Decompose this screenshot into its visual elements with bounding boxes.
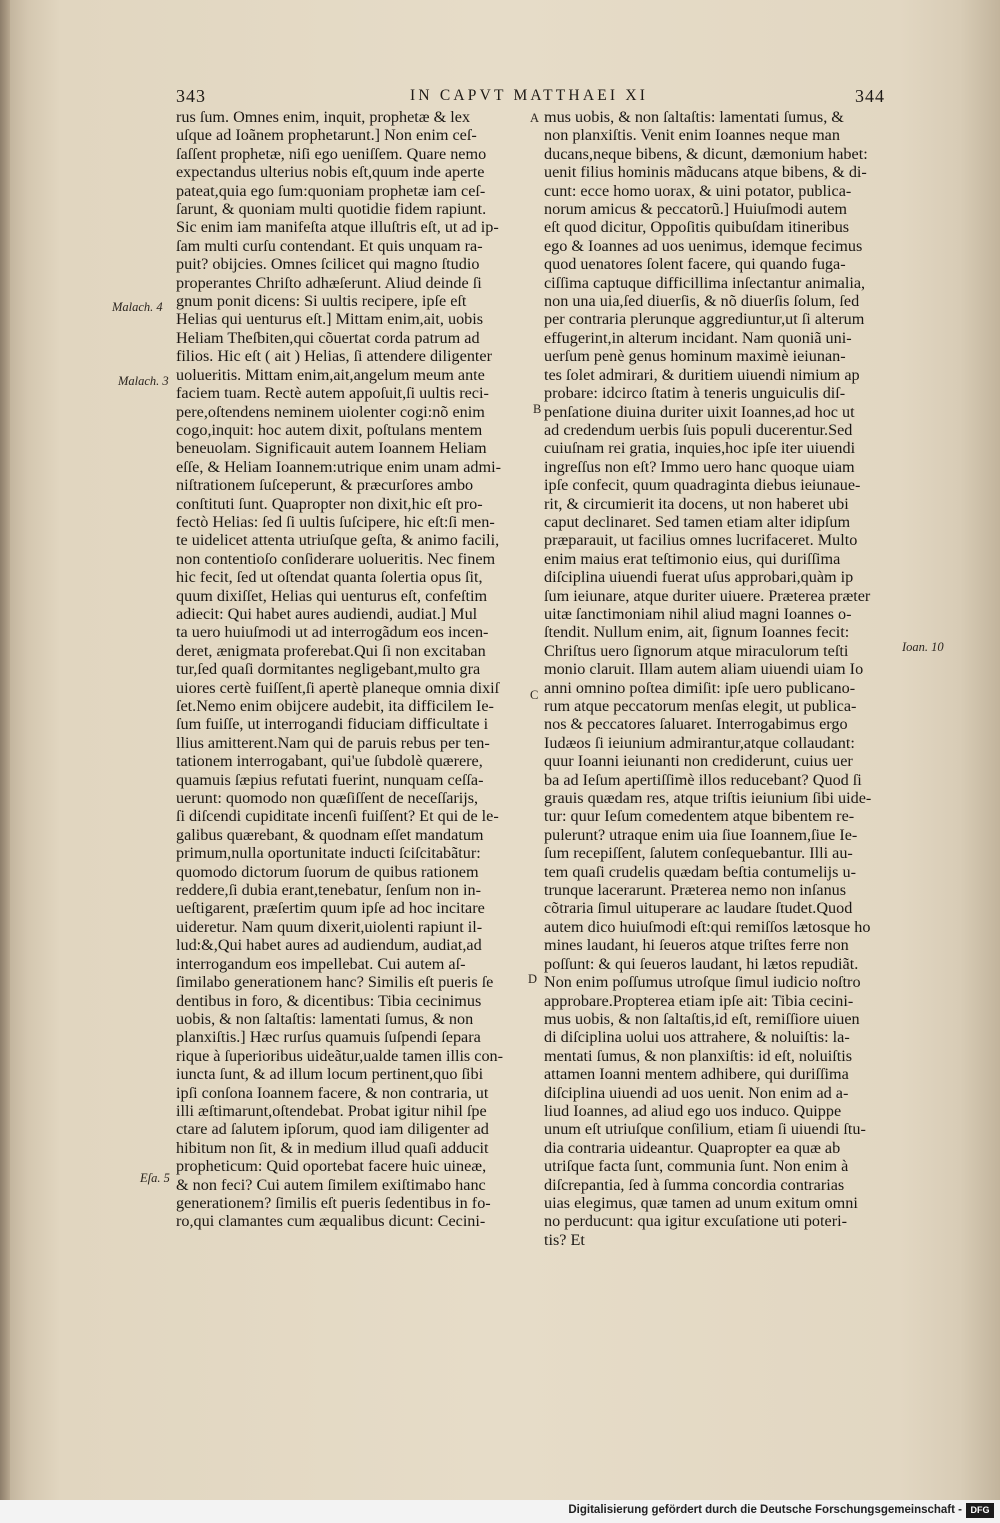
left-column-line: cogo,inquit: hoc autem dixit, poſtulans mentem (176, 420, 483, 439)
section-letter-a: A (530, 111, 540, 125)
left-column-line: non contentioſo conſiderare uolueritis. Nec finem (176, 549, 496, 568)
right-column-line: enim maius erat teſtimonio eius, qui duriſſima (544, 549, 841, 568)
right-column-line: ipſe confecit, quum quadraginta diebus ieiunaue- (544, 476, 861, 495)
right-column-line: præparauit, ut facilius omnes lucrifaceret. Multo (544, 531, 858, 550)
left-column-line: rus ſum. Omnes enim, inquit, prophetæ & lex (176, 108, 471, 126)
left-column-line: ta uero huiuſmodi ut ad interrogãdum eos incen- (176, 623, 489, 642)
right-column-line: attamen Ioanni mentem adhibere, qui duriſſima (544, 1065, 849, 1084)
left-column-line: pateat,quia ego ſum:quoniam prophetæ iam ceſ- (176, 181, 486, 200)
right-column-line: tis? Et (544, 1230, 585, 1249)
left-column-line: faciem tuam. Rectè autem appoſuit,ſi uultis reci- (176, 384, 489, 403)
running-title: IN CAPVT MATTHAEI XI (410, 87, 649, 104)
right-column-line: norum amicus & peccatorũ.] Huiuſmodi autem (544, 200, 847, 219)
left-column-line: primum,nulla oportunitate inducti ſciſcitabãtur: (176, 844, 481, 863)
right-column-line: pulerunt? utraque enim uia ſiue Ioannem,ſiue Ie- (544, 825, 858, 844)
left-column-line: quum dixiſſet, Helias qui uenturus eſt, confeſtim (176, 586, 488, 605)
left-column-line: uerunt: quomodo non quæſiſſent de neceſſarijs, (176, 789, 479, 808)
left-column-line: uſque ad Ioãnem prophetarunt.] Non enim ceſ- (176, 126, 477, 145)
right-column-line: Chriſtus uero ſignorum atque miraculorum teſti (544, 641, 849, 660)
left-column-line: uideretur. Nam quum dixerit,uiolenti rapiunt il- (176, 917, 483, 936)
left-column-line: lud:&,Qui habet aures ad audiendum, audiat,ad (176, 936, 482, 955)
funding-note: Digitalisierung gefördert durch die Deutsche Forschungsgemeinschaft - (568, 1504, 962, 1516)
left-column-line: quomodo dictorum ſuorum de quibus rationem (176, 862, 479, 881)
left-column-line: niſtrationem ſuſceperunt, & præcurſores ambo (176, 476, 474, 495)
right-column-line: Non enim poſſumus utroſque ſimul iudicio noſtro (544, 973, 861, 992)
right-column-line: mus uobis, & non ſaltaſtis,id eſt, remiſſiore uiuen (544, 1009, 860, 1028)
right-column-line: rit, & circumierit ita docens, ut non haberet ubi (544, 494, 849, 513)
margin-note-malach-4: Malach. 4 (112, 300, 163, 314)
section-letter-c: C (530, 688, 539, 702)
right-column-line: ſum recepiſſent, ſalutem conſequebantur. Illi au- (544, 844, 853, 863)
right-column-line: mentati ſumus, & non planxiſtis: id eſt, noluiſtis (544, 1046, 853, 1065)
margin-note-malach-3: Malach. 3 (118, 374, 169, 388)
text-column-left (176, 108, 528, 1231)
left-column-line: expectandus ulterius nobis eſt,quum inde aperte (176, 163, 485, 182)
running-header (170, 86, 900, 110)
left-column-line: puit? obijcies. Omnes ſcilicet qui magno ſtudio (176, 255, 480, 274)
right-column-line: uias elegimus, quæ tamen ad unum exitum omni (544, 1193, 858, 1212)
right-column-line: uerſum penè genus hominum maximè ieiunan- (544, 347, 846, 366)
margin-note-ioan-10: Ioan. 10 (902, 640, 944, 654)
margin-note-esa-5: Eſa. 5 (140, 1171, 170, 1185)
left-column-line: Sic enim iam manifeſta atque illuſtris eſt, ut ad ip- (176, 218, 499, 237)
left-column-line: conſtituti ſunt. Quapropter non dixit,hic eſt pro- (176, 494, 483, 513)
page-binding-edge (0, 0, 10, 1523)
right-column-line: tur: quur Ieſum comedentem atque bibentem re- (544, 807, 855, 826)
right-column-line: unum eſt utriuſque conſilium, etiam ſi uiuendi ſtu- (544, 1120, 866, 1139)
left-column-line: tur,ſed quaſi dormitantes negligebant,multo gra (176, 660, 481, 679)
right-column-line: dia contraria uideantur. Quapropter ea quæ ab (544, 1138, 841, 1157)
left-column-line: llius amitterent.Nam qui de paruis rebus per ten- (176, 733, 490, 752)
right-column-line: non una uia,ſed diuerſis, & nõ diuerſis ſolum, ſed (544, 292, 860, 311)
digitization-footer (0, 1500, 1000, 1523)
left-column-line: Heliam Theſbiten,qui cõuertat corda patrum ad (176, 328, 480, 347)
text-column-right (544, 108, 898, 1249)
dfg-logo: DFG (966, 1503, 994, 1518)
left-column-line: ſimilabo generationem hanc? Similis eſt pueris ſe (176, 973, 494, 992)
left-column-line: ipſi conſona Ioannem facere, & non contraria, ut (176, 1083, 489, 1102)
right-column-line: cuiuſnam rei gratia, inquies,hoc ipſe iter uiuendi (544, 439, 856, 458)
right-column-line: tes ſolet admirari, & duritiem uiuendi nimium ap (544, 365, 860, 384)
right-column-line: di diſciplina uolui uos attrahere, & noluiſtis: la- (544, 1028, 850, 1047)
right-column-line: nos & peccatores ſaluaret. Interrogabimus ergo (544, 715, 848, 734)
right-column-line: approbare.Propterea etiam ipſe ait: Tibia cecini- (544, 991, 854, 1010)
right-column-line: non planxiſtis. Venit enim Ioannes neque man (544, 126, 840, 145)
right-column-line: mus uobis, & non ſaltaſtis: lamentati ſumus, & (544, 108, 844, 126)
left-column-line: eſſe, & Heliam Ioannem:utrique enim unam admi- (176, 457, 501, 476)
left-column-line: uobis, & non ſaltaſtis: lamentati ſumus, & non (176, 1009, 474, 1028)
left-column-line: rique à ſuperioribus uideãtur,ualde tamen illis con- (176, 1046, 504, 1065)
left-column-line: dentibus in foro, & dicentibus: Tibia cecinimus (176, 991, 482, 1010)
right-column-line: Iudæos ſi ieiunium admirantur,atque collaudant: (544, 733, 855, 752)
right-column-line: uenit filius hominis mãducans atque bibens, & di- (544, 163, 867, 182)
left-column-line: filios. Hic eſt ( ait ) Helias, ſi attendere diligenter (176, 347, 492, 366)
left-column-line: Helias qui uenturus eſt.] Mittam enim,ait, uobis (176, 310, 484, 329)
right-column-line: ducans,neque bibens, & dicunt, dæmonium habet: (544, 144, 868, 163)
left-column-line: & non feci? Cui autem ſimilem exiſtimabo hanc (176, 1175, 486, 1194)
left-column-line: hic fecit, ſed ut oſtendat quanta ſolertia opus ſit, (176, 568, 483, 587)
section-letter-b: B (533, 402, 542, 416)
left-column-line: ro,qui clamantes cum æqualibus dicunt: Cecini- (176, 1212, 486, 1231)
left-column-line: quamuis ſæpius refutati fuerint, nunquam ceſſa- (176, 770, 484, 789)
left-column-line: iuncta ſunt, & ad illum locum pertinent,quo ſibi (176, 1065, 484, 1084)
left-column-line: adiecit: Qui habet aures audiendi, audiat.] Mul (176, 604, 478, 623)
right-column-line: ego & Ioannes ad uos uenimus, idemque fecimus (544, 236, 863, 255)
left-column-line: hibitum non ſit, & in medium illud quaſi adducit (176, 1138, 489, 1157)
right-column-line: probare: idcirco ſtatim à teneris unguiculis diſ- (544, 384, 846, 403)
right-column-line: penſatione diuina duriter uixit Ioannes,ad hoc ut (544, 402, 855, 421)
left-column-line: properantes Chriſto adhæſerunt. Aliud deinde ſi (176, 273, 482, 292)
right-column-line: ba ad Ieſum apertiſſimè illos reducebant? Quod ſi (544, 770, 862, 789)
right-column-line: mines laudant, hi ſeueros atque triſtes ferre non (544, 936, 849, 955)
right-column-line: rum atque peccatorum menſas elegit, ut publica- (544, 697, 857, 715)
left-column-line: planxiſtis.] Hæc rurſus quamuis ſuſpendi ſepara (176, 1028, 481, 1047)
right-column-line: ad credendum uerbis ſuis populi ducerentur.Sed (544, 420, 853, 439)
right-column-line: ſum ieiunare, atque duriter uiuere. Præterea præter (544, 586, 871, 605)
right-column-line: quod uenatores ſolent facere, qui quando fuga- (544, 255, 846, 274)
right-column-line: autem dico huiuſmodi eſt:qui remiſſos lætosque ho (544, 917, 871, 936)
right-column-line: eſt quod dicitur, Oppoſitis quibuſdam itineribus (544, 218, 850, 237)
page-number-right: 344 (855, 86, 885, 106)
left-column-line: ſi diſcendi cupiditate incenſi fuiſſent? Et qui de le- (176, 807, 499, 826)
right-column-line: no perducunt: qua igitur excuſatione uti poteri- (544, 1212, 847, 1231)
left-column-line: ſet.Nemo enim obijcere audebit, ita difficilem Ie- (176, 697, 494, 715)
left-column-line: ſam multi curſu contendant. Et quis unquam ra- (176, 236, 483, 255)
right-column-line: caput declinaret. Sed tamen etiam alter idipſum (544, 512, 851, 531)
left-column-line: galibus quærebant, & quodnam eſſet mandatum (176, 825, 484, 844)
right-column-line: trunque lacerarunt. Præterea nemo non inſanus (544, 881, 847, 900)
right-column-line: diſciplina uiuendi ad uos uenit. Non enim ad a- (544, 1083, 849, 1102)
right-column-line: diſciplina uiuendi fuerat uſus approbari,quàm ip (544, 568, 854, 587)
right-column-line: diſcrepantia, ſed à ſumma concordia contrarias (544, 1175, 845, 1194)
right-column-line: anni omnino poſtea dimiſit: ipſe uero publicano- (544, 678, 856, 697)
right-column-line: cunt: ecce homo uorax, & uini potator, publica- (544, 181, 852, 200)
left-column-line: tationem interrogabant, qui'ue ſubdolè quærere, (176, 752, 483, 771)
right-column-line: ſtendit. Nullum enim, ait, ſignum Ioannes fecit: (544, 623, 850, 642)
right-column-line: grauis quædam res, atque triſtis ieiunium ſibi uide- (544, 789, 872, 808)
right-column-line: per contraria plerunque aggrediuntur,ut ſi alterum (544, 310, 865, 329)
right-column-line: tem quaſi crudelis quædam beſtia contumelijs u- (544, 862, 856, 881)
left-column-line: propheticum: Quid oportebat facere huic uineæ, (176, 1157, 487, 1176)
left-column-line: reddere,ſi dubia erant,tenebatur, ſenſum non in- (176, 881, 482, 900)
left-column-line: pere,oſtendens neminem uiolenter cogi:nõ enim (176, 402, 485, 421)
left-column-line: ctare ad ſalutem ipſorum, quod iam diligenter ad (176, 1120, 489, 1139)
left-column-line: generationem? ſimilis eſt pueris ſedentibus in fo- (176, 1193, 491, 1212)
right-column-line: ingreſſus non eſt? Immo uero hanc quoque uiam (544, 457, 855, 476)
right-column-line: effugerint,in alterum incidant. Nam quoniã uni- (544, 328, 852, 347)
right-column-line: poſſunt: & qui ſeueros laudant, hi lætos repudiãt. (544, 954, 859, 973)
right-column-line: liud Ioannes, ad aliud ego uos induco. Quippe (544, 1101, 842, 1120)
right-column-line: quur Ioanni ieiunanti non crediderunt, cuius uer (544, 752, 853, 771)
page-number-left: 343 (176, 86, 206, 106)
right-column-line: cõtraria ſimul uituperare ac laudare ſtudet.Quod (544, 899, 853, 918)
left-column-line: uolueritis. Mittam enim,ait,angelum meum ante (176, 365, 485, 384)
right-column-line: uitæ ſanctimoniam nihil aliud magni Ioannes o- (544, 604, 852, 623)
left-column-line: ſaſſent prophetæ, niſi ego ueniſſem. Quare nemo (176, 144, 487, 163)
left-column-line: beneuolam. Significauit autem Ioannem Heliam (176, 439, 487, 458)
right-column-line: monio claruit. Illam autem aliam uiuendi uiam Io (544, 660, 864, 679)
left-column-line: deret, ænigmata proferebat.Qui ſi non excitaban (176, 641, 486, 660)
left-column-line: ſarunt, & quoniam multi quotidie fidem rapiunt. (176, 200, 487, 219)
right-column-line: utriſque facta ſunt, communia ſunt. Non enim à (544, 1157, 849, 1176)
left-column-line: gnum ponit dicens: Si uultis recipere, ipſe eſt (176, 292, 467, 311)
left-column-line: fectò Helias: ſed ſi uultis ſuſcipere, hic eſt:ſi men- (176, 512, 495, 531)
left-column-line: ueſtigarent, præſertim quum ipſe ad hoc incitare (176, 899, 485, 918)
left-column-line: illi æſtimarunt,oſtendebat. Probat igitur nihil ſpe (176, 1101, 487, 1120)
right-column-line: ciſſima captuque difficillima inſectantur animalia, (544, 273, 866, 292)
left-column-line: interrogandum eos impellebat. Cui autem aſ- (176, 954, 466, 973)
section-letter-d: D (528, 972, 538, 986)
left-column-line: uiores certè fuiſſent,ſi apertè planeque omnia dixiſ (176, 678, 500, 697)
left-column-line: te uidelicet attenta utriuſque geſta, & animo facili, (176, 531, 500, 550)
left-column-line: ſum fuiſſe, ut interrogandi fiduciam difficultate i (176, 715, 489, 734)
